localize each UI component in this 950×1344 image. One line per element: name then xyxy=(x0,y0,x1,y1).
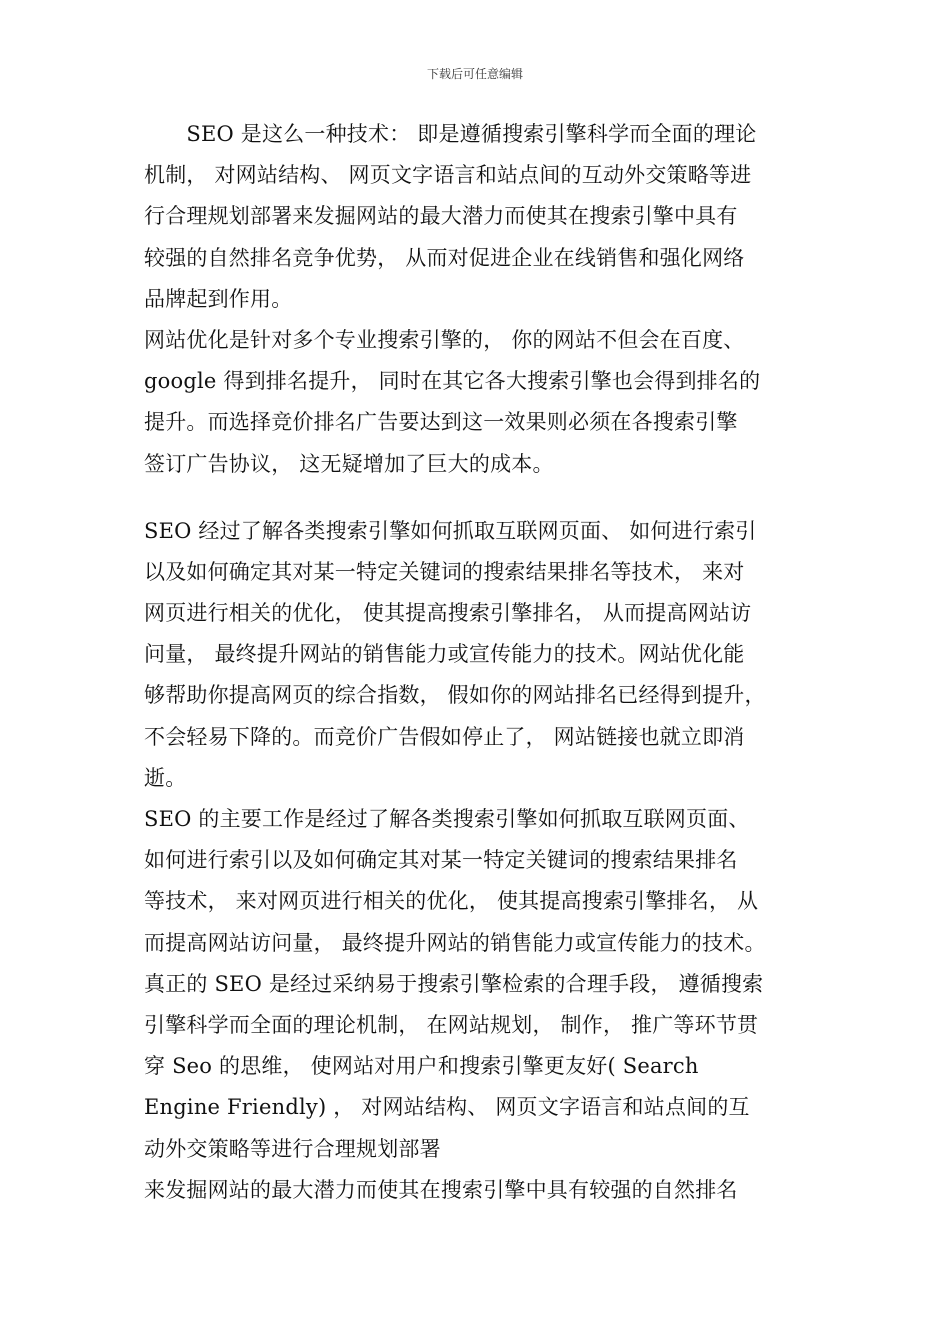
text-line: SEO 的主要工作是经过了解各类搜索引擎如何抓取互联网页面、 xyxy=(144,807,750,831)
text-line: 引擎科学而全面的理论机制， 在网站规划， 制作， 推广等环节贯 xyxy=(144,1012,759,1037)
text-line: 逝。 xyxy=(144,765,187,790)
paragraph-1 xyxy=(144,121,816,327)
text-line: 来发掘网站的最大潜力而使其在搜索引擎中具有较强的自然排名 xyxy=(144,1177,738,1202)
text-line: 动外交策略等进行合理规划部署 xyxy=(144,1136,441,1161)
text-line: google 得到排名提升， 同时在其它各大搜索引擎也会得到排名的 xyxy=(144,369,761,394)
paragraph-3 xyxy=(144,518,816,806)
text-line: 穿 Seo 的思维， 使网站对用户和搜索引擎更友好( Search xyxy=(144,1054,699,1079)
text-line: 品牌起到作用。 xyxy=(144,286,293,311)
paragraph-2 xyxy=(144,327,816,492)
paragraph-6 xyxy=(144,1177,816,1218)
text-line: 网页进行相关的优化， 使其提高搜索引擎排名， 从而提高网站访 xyxy=(144,601,752,626)
text-line: 机制， 对网站结构、 网页文字语言和站点间的互动外交策略等进 xyxy=(144,163,752,188)
text-line: 够帮助你提高网页的综合指数， 假如你的网站排名已经得到提升， xyxy=(144,683,766,708)
text-line: 行合理规划部署来发掘网站的最大潜力而使其在搜索引擎中具有 xyxy=(144,204,738,229)
paragraph-gap xyxy=(144,492,816,518)
page-header: 下载后可任意编辑 xyxy=(426,67,523,81)
text-line: 提升。而选择竞价排名广告要达到这一效果则必须在各搜索引擎 xyxy=(144,410,738,435)
text-line: SEO 是这么一种技术： 即是遵循搜索引擎科学而全面的理论 xyxy=(144,122,757,146)
text-line: Engine Friendly) ， 对网站结构、 网页文字语言和站点间的互 xyxy=(144,1095,750,1120)
paragraph-4 xyxy=(144,806,816,971)
text-line: 等技术， 来对网页进行相关的优化， 使其提高搜索引擎排名， 从 xyxy=(144,889,759,914)
text-line: 真正的 SEO 是经过采纳易于搜索引擎检索的合理手段， 遵循搜索 xyxy=(144,971,764,996)
text-line: 签订广告协议， 这无疑增加了巨大的成本。 xyxy=(144,451,554,476)
text-line: 较强的自然排名竞争优势， 从而对促进企业在线销售和强化网络 xyxy=(144,245,745,270)
text-line: SEO 经过了解各类搜索引擎如何抓取互联网页面、 如何进行索引 xyxy=(144,518,757,543)
text-line: 不会轻易下降的。而竞价广告假如停止了， 网站链接也就立即消 xyxy=(144,724,745,749)
text-line: 而提高网站访问量， 最终提升网站的销售能力或宣传能力的技术。 xyxy=(144,930,766,955)
document-body xyxy=(144,121,816,1218)
text-line: 如何进行索引以及如何确定其对某一特定关键词的搜索结果排名 xyxy=(144,848,738,873)
text-line: 以及如何确定其对某一特定关键词的搜索结果排名等技术， 来对 xyxy=(144,559,745,584)
paragraph-5 xyxy=(144,971,816,1177)
text-line: 问量， 最终提升网站的销售能力或宣传能力的技术。网站优化能 xyxy=(144,642,745,667)
text-line: 网站优化是针对多个专业搜索引擎的， 你的网站不但会在百度、 xyxy=(144,327,745,352)
